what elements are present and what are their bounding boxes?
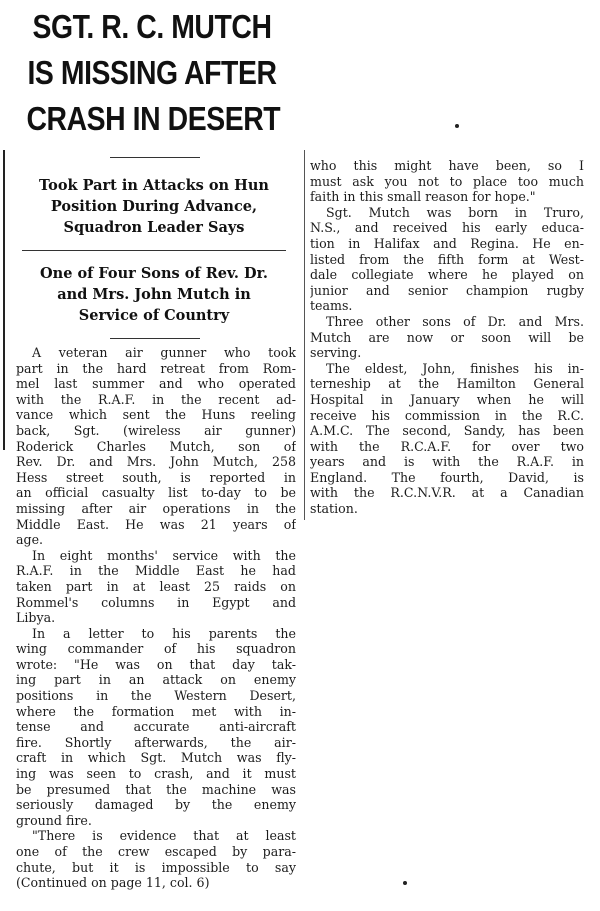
- body-text-line: be presumed that the machine was: [16, 781, 296, 797]
- body-text-line: mel last summer and who operated: [16, 376, 296, 392]
- deck-rule: [22, 250, 286, 251]
- body-text-line: terneship at the Hamilton General: [310, 376, 584, 392]
- body-text-line: (Continued on page 11, col. 6): [16, 875, 210, 891]
- body-text-line: In eight months' service with the: [32, 547, 296, 563]
- body-text-line: with the R.A.F. in the recent ad-: [16, 391, 296, 407]
- body-text-line: station.: [310, 501, 358, 517]
- body-text-line: vance which sent the Huns reeling: [16, 407, 296, 423]
- deck-secondary-line-2: and Mrs. John Mutch in: [57, 286, 251, 303]
- body-text-line: seriously damaged by the enemy: [16, 797, 296, 813]
- deck-primary-line-1: Took Part in Attacks on Hun: [39, 177, 269, 194]
- body-text-line: with the R.C.N.V.R. at a Canadian: [310, 485, 584, 501]
- deck-primary-line-2: Position During Advance,: [50, 198, 258, 215]
- body-text-line: N.S., and received his early educa-: [310, 220, 584, 236]
- print-speck: [455, 124, 459, 128]
- body-text-line: Middle East. He was 21 years of: [16, 516, 296, 532]
- body-text-line: The eldest, John, finishes his in-: [326, 360, 584, 376]
- headline-line-1: SGT. R. C. MUTCH: [32, 8, 272, 45]
- body-text-line: chute, but it is impossible to say: [16, 859, 296, 875]
- body-text-line: R.A.F. in the Middle East he had: [16, 563, 296, 579]
- deck-secondary: [10, 263, 298, 326]
- body-text-line: taken part in at least 25 raids on: [16, 578, 296, 594]
- body-text-line: an official casualty list to-day to be: [16, 485, 296, 501]
- body-text-line: A veteran air gunner who took: [32, 345, 296, 360]
- headline-line-2: IS MISSING AFTER: [27, 54, 277, 91]
- body-text-line: junior and senior champion rugby: [310, 282, 584, 298]
- body-text-line: England. The fourth, David, is: [310, 469, 584, 485]
- deck-secondary-line-3: Service of Country: [78, 307, 230, 324]
- body-text-line: fire. Shortly afterwards, the air-: [16, 734, 296, 750]
- body-text-line: tense and accurate anti-aircraft: [16, 719, 296, 735]
- body-text-line: positions in the Western Desert,: [16, 688, 296, 704]
- article-body-left: [16, 345, 296, 891]
- body-text-line: dale collegiate where he played on: [310, 267, 584, 283]
- body-text-line: missing after air operations in the: [16, 500, 296, 516]
- body-text-line: receive his commission in the R.C.: [310, 407, 584, 423]
- body-text-line: In a letter to his parents the: [32, 625, 296, 641]
- body-text-line: ing part in an attack on enemy: [16, 672, 296, 688]
- body-text-line: where the formation met with in-: [16, 703, 296, 719]
- headline: [26, 4, 281, 142]
- body-text-line: years and is with the R.A.F. in: [310, 454, 584, 470]
- article-body-right: [310, 158, 584, 517]
- body-text-line: must ask you not to place too much: [310, 173, 584, 189]
- body-text-line: Rommel's columns in Egypt and: [16, 594, 296, 610]
- body-text-line: A.M.C. The second, Sandy, has been: [310, 423, 584, 439]
- body-text-line: Three other sons of Dr. and Mrs.: [326, 313, 584, 329]
- body-text-line: Libya.: [16, 610, 56, 626]
- deck-primary-line-3: Squadron Leader Says: [63, 219, 245, 236]
- body-text-line: Hess street south, is reported in: [16, 469, 296, 485]
- headline-line-3: CRASH IN DESERT: [26, 100, 281, 137]
- body-text-line: Sgt. Mutch was born in Truro,: [326, 204, 584, 220]
- body-text-line: part in the hard retreat from Rom-: [16, 360, 296, 376]
- body-text-line: age.: [16, 532, 44, 548]
- body-text-line: ground fire.: [16, 812, 92, 828]
- body-text-line: who this might have been, so I: [310, 158, 584, 173]
- body-text-line: ing was seen to crash, and it must: [16, 766, 296, 782]
- body-text-line: listed from the fifth form at West-: [310, 251, 584, 267]
- deck-primary: [10, 175, 298, 238]
- body-text-line: Mutch are now or soon will be: [310, 329, 584, 345]
- column-divider: [304, 150, 305, 520]
- body-text-line: Hospital in January when he will: [310, 391, 584, 407]
- print-speck: [403, 881, 407, 885]
- body-text-line: back, Sgt. (wireless air gunner): [16, 422, 296, 438]
- body-text-line: serving.: [310, 345, 362, 361]
- deck-bottom-rule: [110, 338, 200, 339]
- body-text-line: tion in Halifax and Regina. He en-: [310, 235, 584, 251]
- body-text-line: Rev. Dr. and Mrs. John Mutch, 258: [16, 454, 296, 470]
- body-text-line: craft in which Sgt. Mutch was fly-: [16, 750, 296, 766]
- body-text-line: faith in this small reason for hope.": [310, 189, 536, 205]
- body-text-line: wing commander of his squadron: [16, 641, 296, 657]
- body-text-line: Roderick Charles Mutch, son of: [16, 438, 296, 454]
- body-text-line: teams.: [310, 298, 353, 314]
- headline-rule: [110, 157, 200, 158]
- body-text-line: "There is evidence that at least: [32, 828, 296, 844]
- deck-secondary-line-1: One of Four Sons of Rev. Dr.: [40, 265, 268, 282]
- body-text-line: with the R.C.A.F. for over two: [310, 438, 584, 454]
- page-edge-rule: [3, 150, 5, 450]
- body-text-line: wrote: "He was on that day tak-: [16, 656, 296, 672]
- body-text-line: one of the crew escaped by para-: [16, 844, 296, 859]
